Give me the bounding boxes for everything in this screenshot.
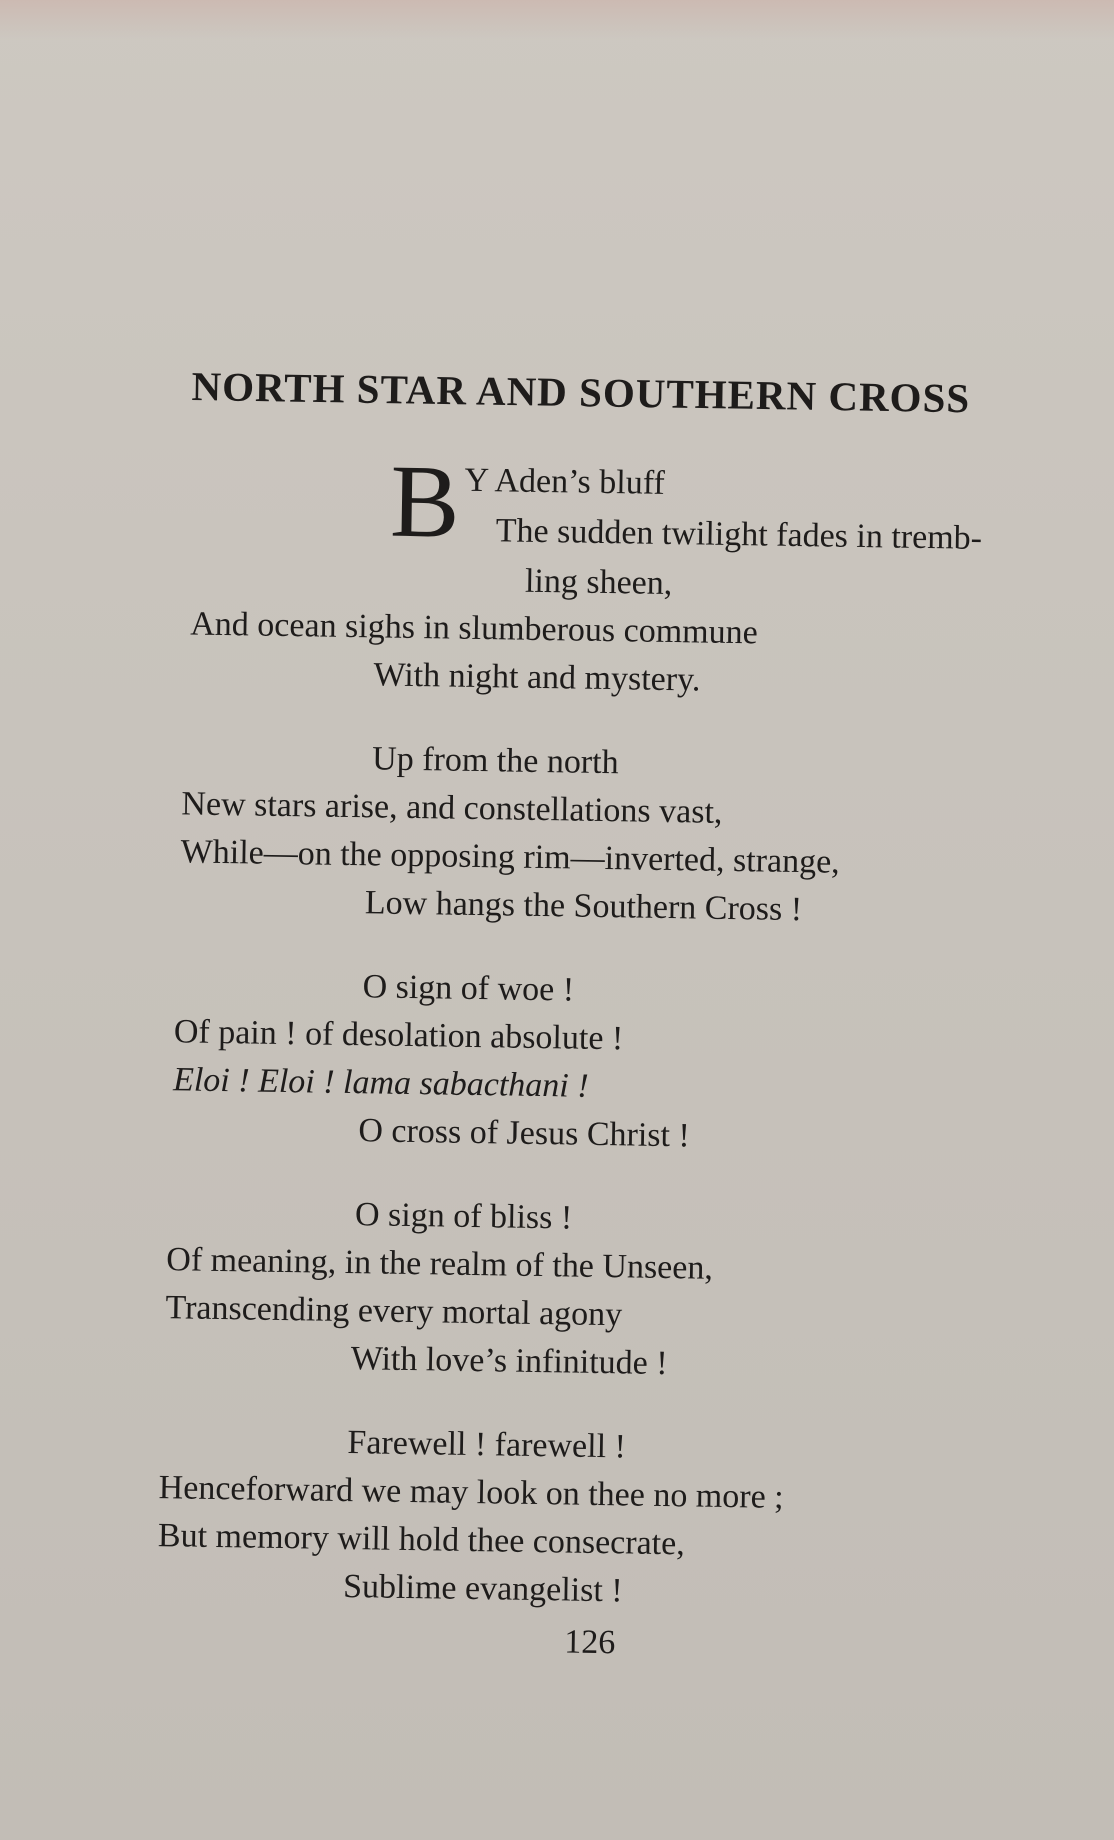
poem-line: New stars arise, and constellations vast, [181, 785, 723, 831]
poem-title: NORTH STAR AND SOUTHERN CROSS [191, 362, 971, 422]
poem-line: Transcending every mortal agony [165, 1289, 623, 1334]
poem-line: Y Aden’s bluff [464, 461, 666, 502]
poem-line: With love’s infinitude ! [350, 1340, 668, 1383]
poem-line: While—on the opposing rim—inverted, strange, [180, 833, 841, 881]
poem-line: O cross of Jesus Christ ! [358, 1112, 691, 1155]
poem-line: Of meaning, in the realm of the Unseen, [166, 1241, 714, 1287]
poem-line: With night and mystery. [373, 656, 701, 699]
poem-line: Of pain ! of desolation absolute ! [173, 1013, 624, 1058]
poem-line: The sudden twilight fades in tremb- [495, 512, 983, 557]
poem-line: Farewell ! farewell ! [347, 1424, 627, 1466]
poem-line-italic: Eloi ! Eloi ! lama sabacthani ! [172, 1061, 589, 1105]
poem-line: O sign of bliss ! [354, 1196, 573, 1237]
poem-line: Low hangs the Southern Cross ! [364, 884, 803, 929]
poem-line: ling sheen, [524, 562, 673, 603]
poem-line: And ocean sighs in slumberous commune [190, 605, 759, 652]
poem-line: O sign of woe ! [362, 968, 575, 1009]
drop-cap: B [389, 443, 461, 560]
poem-line: Henceforward we may look on thee no more ; [158, 1469, 784, 1516]
poem-line: But memory will hold thee consecrate, [157, 1517, 686, 1563]
poem-line: Up from the north [371, 740, 619, 782]
page-number: 126 [564, 1623, 616, 1662]
poem-line: Sublime evangelist ! [342, 1567, 623, 1610]
